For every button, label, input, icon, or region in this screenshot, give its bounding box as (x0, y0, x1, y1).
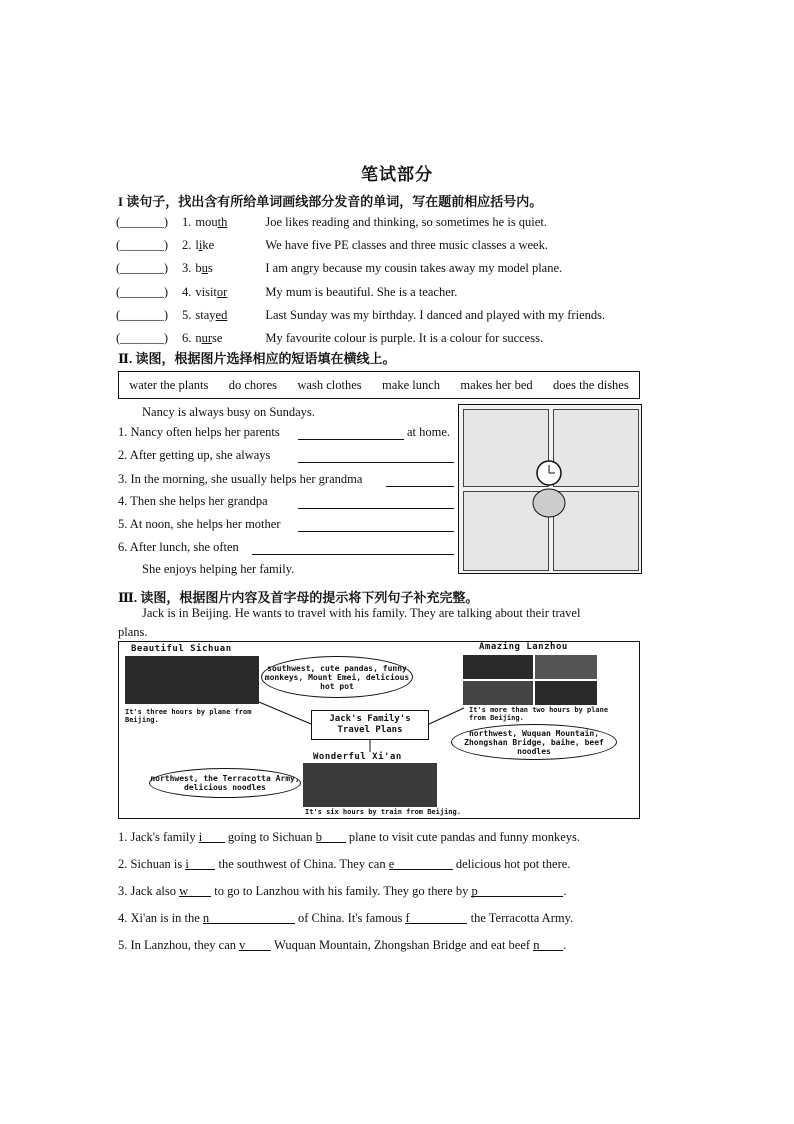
answer-blank[interactable]: (_______) (116, 261, 169, 275)
word-start: visit (195, 285, 217, 299)
chore-sentence: 3. In the morning, she usually helps her grandma (118, 472, 363, 486)
sentence-middle: Wuquan Mountain, Zhongshan Bridge and eat beef (271, 938, 534, 952)
letter-blank[interactable]: b (316, 830, 346, 843)
phrase-option: do chores (228, 377, 277, 392)
word-start: mou (195, 215, 218, 229)
travel-plans-figure (118, 641, 640, 819)
target-word (195, 215, 257, 230)
sentence-start: 3. Jack also (118, 884, 180, 898)
sentence: Last Sunday was my birthday. I danced and played with my friends. (265, 308, 606, 322)
page-title: 笔试部分 (361, 165, 433, 184)
section-1-heading: I 读句子，找出含有所给单词画线部分发音的单词，写在题前相应括号内。 (118, 194, 543, 209)
word-start: stay (195, 308, 216, 322)
sentence-start: 5. In Lanzhou, they can (118, 938, 240, 952)
word-underlined-part: th (217, 215, 228, 229)
letter-blank[interactable]: i (199, 830, 225, 843)
sentence-start: 2. Sichuan is (118, 857, 186, 871)
pronunciation-row (116, 331, 543, 346)
xian-caption: It's six hours by train from Beijing. (305, 808, 461, 816)
item-number: 2. (182, 238, 192, 252)
chore-sentence: 4. Then she helps her grandpa (118, 494, 268, 508)
word-underlined-part: ur (201, 331, 213, 345)
word-underlined-part: u (201, 261, 208, 275)
answer-blank[interactable]: (_______) (116, 331, 169, 345)
pronunciation-row (116, 215, 547, 230)
section-3-intro: Jack is in Beijing. He wants to travel with his family. They are talking about their travel (142, 606, 581, 620)
lanzhou-photo-4 (535, 681, 597, 705)
letter-blank[interactable]: i (185, 857, 215, 870)
answer-blank[interactable]: (_______) (116, 308, 169, 322)
item-number: 4. (182, 285, 192, 299)
sentence: My favourite colour is purple. It is a colour for success. (265, 331, 544, 345)
pronunciation-row (116, 261, 562, 276)
sichuan-caption: It's three hours by plane from Beijing. (125, 708, 252, 724)
sentence-middle: the southwest of China. They can (215, 857, 389, 871)
section-2-heading: Ⅱ. 读图，根据图片选择相应的短语填在横线上。 (118, 351, 396, 366)
letter-blank[interactable]: n (203, 911, 295, 924)
item-number: 3. (182, 261, 192, 275)
section-3-heading: Ⅲ. 读图，根据图片内容及首字母的提示将下列句子补充完整。 (118, 590, 479, 605)
travel-plans-center: Jack's Family's Travel Plans (311, 710, 429, 740)
sentence-end: the Terracotta Army. (467, 911, 574, 925)
chore-sentence: 5. At noon, she helps her mother (118, 517, 281, 531)
answer-line[interactable] (252, 543, 454, 555)
phrase-option: wash clothes (297, 377, 362, 392)
xian-bubble: northwest, the Terracotta Army, delicious noodles (149, 768, 301, 798)
sentence: We have five PE classes and three music classes a week. (265, 238, 548, 252)
word-end: s (207, 261, 213, 275)
letter-blank[interactable]: e (389, 857, 453, 870)
answer-line[interactable] (298, 451, 454, 463)
pronunciation-row (116, 308, 605, 323)
letter-blank[interactable]: f (405, 911, 467, 924)
sentence-end: plane to visit cute pandas and funny monkeys. (345, 830, 581, 844)
letter-blank[interactable]: p (471, 884, 563, 897)
phrase-box (118, 371, 640, 399)
phrase-option: water the plants (129, 377, 209, 392)
xian-title: Wonderful Xi'an (313, 752, 402, 762)
word-start: n (195, 331, 202, 345)
lanzhou-title: Amazing Lanzhou (479, 642, 568, 652)
fill-in-sentence (118, 911, 573, 926)
sentence-end: . (563, 884, 567, 898)
pronunciation-row (116, 285, 457, 300)
fill-in-sentence (118, 938, 566, 953)
sichuan-bubble: southwest, cute pandas, funny monkeys, Mount Emei, delicious hot pot (261, 656, 413, 698)
word-underlined-part: or (216, 285, 228, 299)
pronunciation-row (116, 238, 548, 253)
lanzhou-photo-2 (535, 655, 597, 679)
sentence-start: 1. Jack's family (118, 830, 199, 844)
section-2-outro: She enjoys helping her family. (142, 562, 295, 576)
sentence-middle: to go to Lanzhou with his family. They go there by (211, 884, 472, 898)
item-number: 6. (182, 331, 192, 345)
section-3-intro-cont: plans. (118, 625, 148, 639)
item-number: 1. (182, 215, 192, 229)
section-2-intro: Nancy is always busy on Sundays. (142, 405, 315, 419)
sentence-middle: of China. It's famous (294, 911, 406, 925)
nancy-chores-picture (458, 404, 642, 574)
sentence-end: at home. (407, 425, 451, 439)
sentence: My mum is beautiful. She is a teacher. (265, 285, 458, 299)
sentence-middle: going to Sichuan (224, 830, 316, 844)
phrase-option: makes her bed (460, 377, 533, 392)
word-underlined-part: i (198, 238, 203, 252)
target-word (195, 261, 257, 276)
item-number: 5. (182, 308, 192, 322)
sentence-end: delicious hot pot there. (452, 857, 571, 871)
lanzhou-photo-1 (463, 655, 533, 679)
answer-blank[interactable]: (_______) (116, 285, 169, 299)
letter-blank[interactable]: w (179, 884, 211, 897)
sentence-end: . (563, 938, 567, 952)
word-underlined-part: ed (215, 308, 228, 322)
chore-sentence: 2. After getting up, she always (118, 448, 271, 462)
lanzhou-bubble: northwest, Wuquan Mountain, Zhongshan Bridge, baihe, beef noodles (451, 724, 617, 760)
fill-in-sentence (118, 857, 570, 872)
word-start: b (195, 261, 202, 275)
fill-in-sentence (118, 884, 567, 899)
target-word (195, 331, 257, 346)
sentence-start: 4. Xi'an is in the (118, 911, 203, 925)
sentence: I am angry because my cousin takes away my model plane. (265, 261, 563, 275)
letter-blank[interactable]: v (239, 938, 271, 951)
target-word (195, 308, 257, 323)
chore-sentence: 6. After lunch, she often (118, 540, 239, 554)
word-end: se (212, 331, 223, 345)
answer-blank[interactable]: (_______) (116, 215, 169, 229)
answer-line[interactable] (386, 475, 454, 487)
sichuan-photo (125, 656, 259, 704)
word-end: ke (202, 238, 215, 252)
xian-photo (303, 763, 437, 807)
answer-line[interactable] (298, 428, 404, 440)
target-word (195, 285, 257, 300)
sentence: Joe likes reading and thinking, so sometimes he is quiet. (265, 215, 547, 229)
fill-in-sentence (118, 830, 580, 845)
answer-line[interactable] (298, 520, 454, 532)
chore-sentence: 1. Nancy often helps her parents (118, 425, 280, 439)
lanzhou-caption: It's more than two hours by plane from Beijing. (469, 706, 609, 722)
phrase-option: does the dishes (553, 377, 629, 392)
sichuan-title: Beautiful Sichuan (131, 644, 232, 654)
letter-blank[interactable]: n (533, 938, 563, 951)
phrase-option: make lunch (382, 377, 441, 392)
lanzhou-photo-3 (463, 681, 533, 705)
word-start: l (195, 238, 199, 252)
target-word (195, 238, 257, 253)
clock-girl-icon (525, 459, 573, 519)
answer-blank[interactable]: (_______) (116, 238, 169, 252)
answer-line[interactable] (298, 497, 454, 509)
